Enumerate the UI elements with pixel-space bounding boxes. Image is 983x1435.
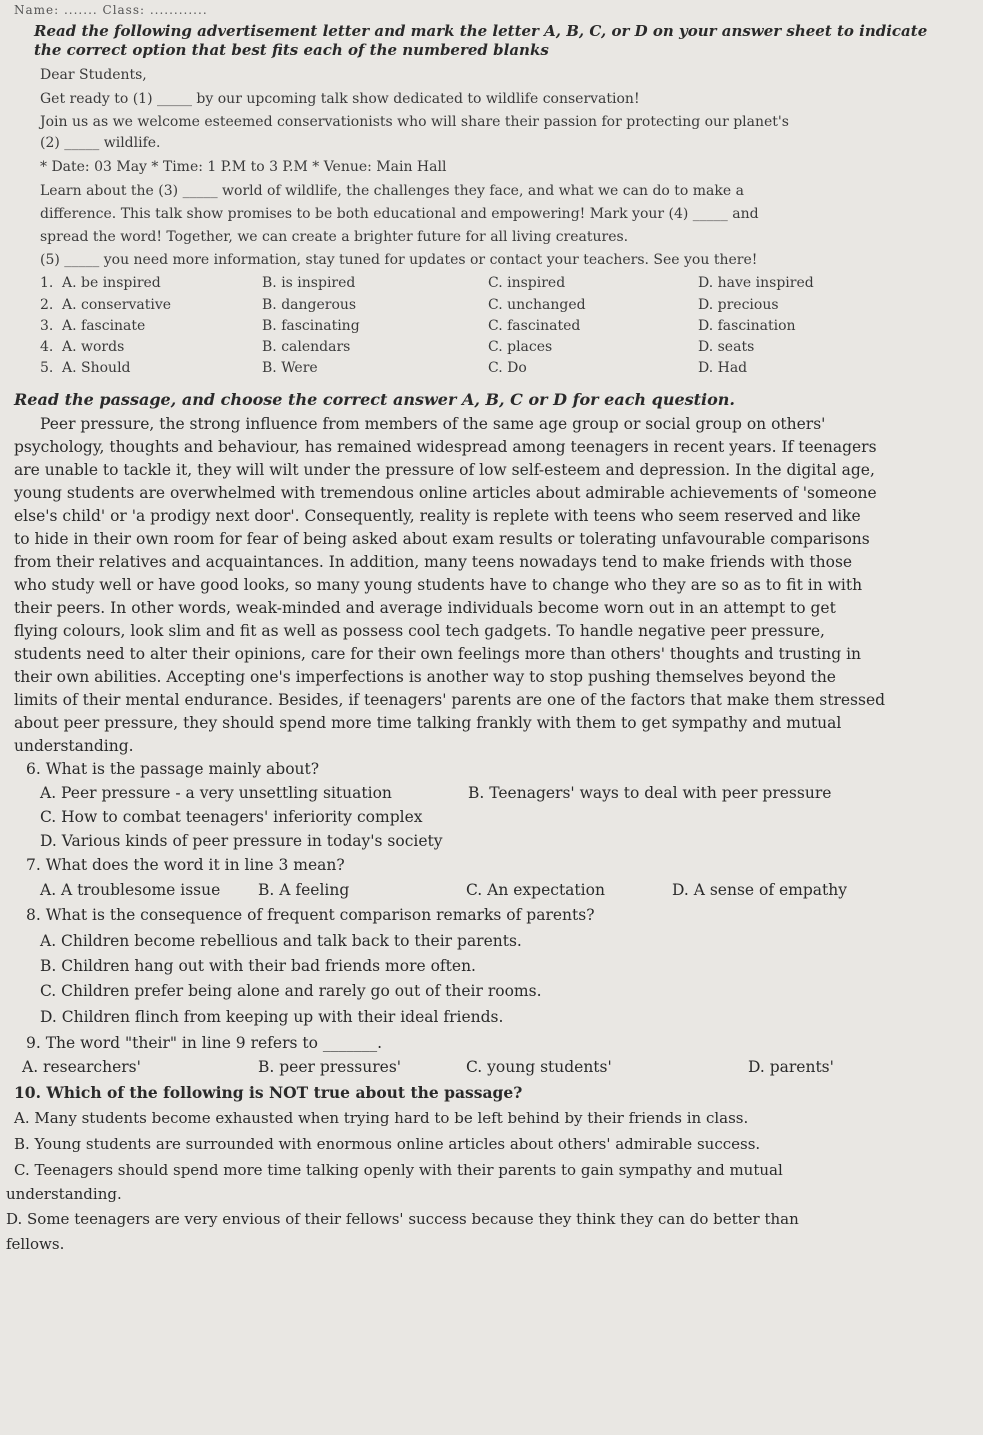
question-7-stem: 7. What does the word it in line 3 mean? — [26, 856, 345, 874]
option-d: D. have inspired — [698, 275, 814, 291]
question-10-option-c: C. Teenagers should spend more time talking openly with their parents to gain sympathy and mutual — [14, 1161, 783, 1179]
question-8-option-c: C. Children prefer being alone and rarely go out of their rooms. — [40, 982, 542, 1000]
passage-line: are unable to tackle it, they will wilt under the pressure of low self-esteem and depression. In the digital age, — [14, 461, 875, 479]
question-8-option-b: B. Children hang out with their bad friends more often. — [40, 957, 476, 975]
question-6-stem: 6. What is the passage mainly about? — [26, 760, 320, 778]
option-number: 4. — [40, 339, 54, 355]
question-10-stem: 10. Which of the following is NOT true about the passage? — [14, 1083, 523, 1102]
section2-instruction: Read the passage, and choose the correct answer A, B, C or D for each question. — [14, 390, 735, 409]
ad-line: difference. This talk show promises to be both educational and empowering! Mark your (4) _____ and — [40, 206, 759, 222]
question-8-stem: 8. What is the consequence of frequent comparison remarks of parents? — [26, 906, 595, 924]
option-b: B. Were — [262, 360, 318, 376]
question-7-option-c: C. An expectation — [466, 881, 605, 899]
header-name-class: Name: ....... Class: ............ — [14, 3, 208, 17]
option-d: D. precious — [698, 297, 779, 313]
ad-line: (5) _____ you need more information, stay tuned for updates or contact your teachers. See you there! — [40, 252, 758, 268]
option-c: C. places — [488, 339, 553, 355]
question-10-option-d-cont: fellows. — [6, 1235, 65, 1253]
question-10-option-b: B. Young students are surrounded with enormous online articles about others' admirable success. — [14, 1135, 761, 1153]
option-d: D. seats — [698, 339, 755, 355]
question-9-option-a: A. researchers' — [22, 1058, 141, 1076]
option-a: A. words — [62, 339, 125, 355]
passage-line: about peer pressure, they should spend more time talking frankly with them to get sympathy and mutual — [14, 714, 842, 732]
passage-line: else's child' or 'a prodigy next door'. Consequently, reality is replete with teens who seem reserved and like — [14, 507, 861, 525]
passage-line: to hide in their own room for fear of being asked about exam results or tolerating unfavourable comparisons — [14, 530, 870, 548]
question-8-option-d: D. Children flinch from keeping up with their ideal friends. — [40, 1008, 504, 1026]
ad-event-details: * Date: 03 May * Time: 1 P.M to 3 P.M * Venue: Main Hall — [40, 159, 447, 175]
passage-line: who study well or have good looks, so many young students have to change who they are so as to fit in with — [14, 576, 863, 594]
section1-instruction-line1: Read the following advertisement letter and mark the letter A, B, C, or D on your answer sheet to indicate — [34, 22, 928, 40]
option-a: A. fascinate — [62, 318, 146, 334]
passage-line: from their relatives and acquaintances. In addition, many teens nowadays tend to make friends with those — [14, 553, 853, 571]
ad-greeting: Dear Students, — [40, 67, 147, 83]
option-a: A. be inspired — [62, 275, 161, 291]
question-6-option-c: C. How to combat teenagers' inferiority complex — [40, 808, 423, 826]
option-number: 2. — [40, 297, 54, 313]
ad-line: Get ready to (1) _____ by our upcoming talk show dedicated to wildlife conservation! — [40, 91, 640, 107]
option-number: 5. — [40, 360, 54, 376]
question-9-stem: 9. The word "their" in line 9 refers to _______. — [26, 1034, 383, 1052]
ad-line: Join us as we welcome esteemed conservationists who will share their passion for protecting our planet's — [40, 114, 789, 130]
passage-line: limits of their mental endurance. Besides, if teenagers' parents are one of the factors that make them stressed — [14, 691, 886, 709]
option-b: B. fascinating — [262, 318, 360, 334]
option-number: 3. — [40, 318, 54, 334]
option-a: A. conservative — [62, 297, 172, 313]
option-c: C. inspired — [488, 275, 566, 291]
option-b: B. dangerous — [262, 297, 357, 313]
passage-line: psychology, thoughts and behaviour, has remained widespread among teenagers in recent years. If teenagers — [14, 438, 877, 456]
question-6-option-b: B. Teenagers' ways to deal with peer pressure — [468, 784, 832, 802]
question-10-option-d: D. Some teenagers are very envious of their fellows' success because they think they can do better than — [6, 1210, 799, 1228]
ad-line: (2) _____ wildlife. — [40, 135, 161, 151]
option-d: D. fascination — [698, 318, 796, 334]
section1-instruction-line2: the correct option that best fits each of the numbered blanks — [34, 41, 549, 59]
question-9-option-b: B. peer pressures' — [258, 1058, 402, 1076]
option-a: A. Should — [62, 360, 131, 376]
question-8-option-a: A. Children become rebellious and talk back to their parents. — [40, 932, 522, 950]
passage-line: their peers. In other words, weak-minded and average individuals become worn out in an attempt to get — [14, 599, 836, 617]
option-c: C. fascinated — [488, 318, 581, 334]
question-9-option-c: C. young students' — [466, 1058, 612, 1076]
question-6-option-a: A. Peer pressure - a very unsettling situation — [40, 784, 392, 802]
question-10-option-a: A. Many students become exhausted when trying hard to be left behind by their friends in class. — [14, 1109, 749, 1127]
ad-line: Learn about the (3) _____ world of wildlife, the challenges they face, and what we can do to make a — [40, 183, 744, 199]
option-b: B. is inspired — [262, 275, 356, 291]
question-7-option-b: B. A feeling — [258, 881, 350, 899]
question-7-option-d: D. A sense of empathy — [672, 881, 848, 899]
option-d: D. Had — [698, 360, 748, 376]
ad-line: spread the word! Together, we can create a brighter future for all living creatures. — [40, 229, 629, 245]
question-6-option-d: D. Various kinds of peer pressure in today's society — [40, 832, 443, 850]
question-9-option-d: D. parents' — [748, 1058, 834, 1076]
passage-line: their own abilities. Accepting one's imperfections is another way to stop pushing themselves beyond the — [14, 668, 836, 686]
passage-line: understanding. — [14, 737, 134, 755]
question-10-option-c-cont: understanding. — [6, 1185, 122, 1203]
option-b: B. calendars — [262, 339, 351, 355]
option-c: C. unchanged — [488, 297, 586, 313]
passage-line: flying colours, look slim and fit as well as possess cool tech gadgets. To handle negative peer pressure, — [14, 622, 825, 640]
question-7-option-a: A. A troublesome issue — [40, 881, 221, 899]
option-number: 1. — [40, 275, 54, 291]
option-c: C. Do — [488, 360, 527, 376]
passage-line: Peer pressure, the strong influence from members of the same age group or social group on others' — [40, 415, 826, 433]
passage-line: students need to alter their opinions, care for their own feelings more than others' thoughts and trusting in — [14, 645, 862, 663]
passage-line: young students are overwhelmed with tremendous online articles about admirable achievements of 'someone — [14, 484, 877, 502]
